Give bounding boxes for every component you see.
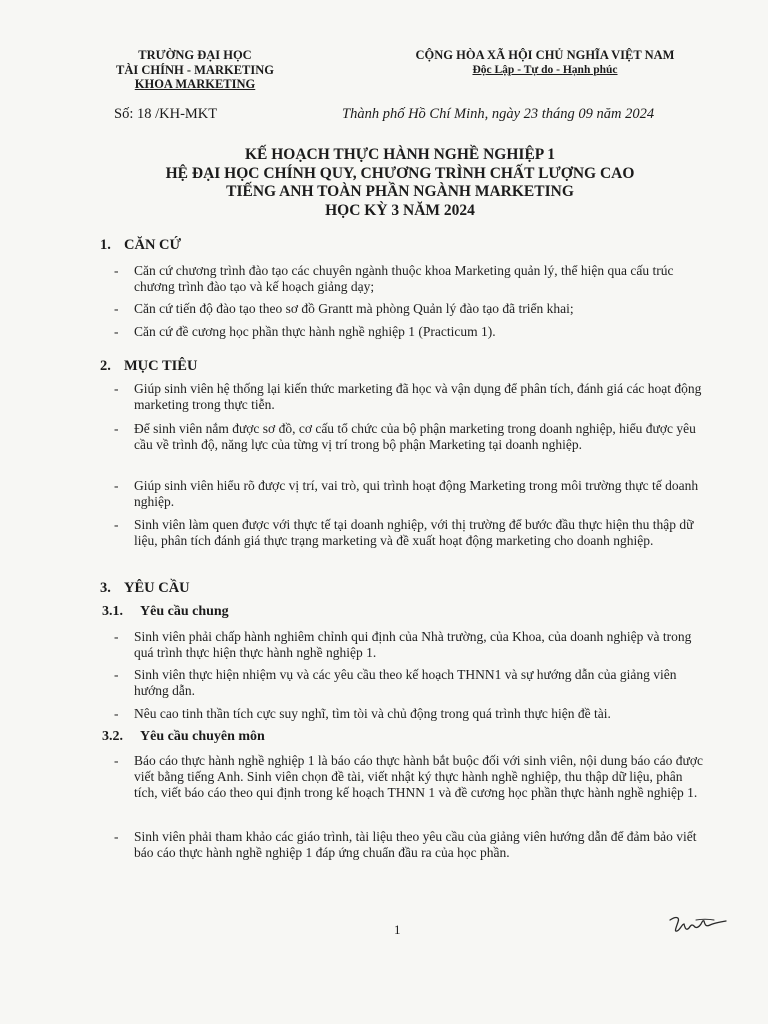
list-item (114, 629, 704, 661)
section-number: 1. (100, 237, 111, 253)
bullet-dash: - (114, 667, 119, 682)
list-item (114, 301, 704, 317)
date-line: Thành phố Hồ Chí Minh, ngày 23 tháng 09 năm 2024 (342, 106, 655, 122)
subsection-heading-3-2 (102, 729, 265, 745)
subsection-number: 3.2. (102, 729, 123, 744)
page-number: 1 (394, 922, 401, 937)
list-item (114, 381, 704, 413)
document-number: Số: 18 /KH-MKT (114, 106, 218, 122)
faculty-name: KHOA MARKETING (134, 77, 256, 91)
bullet-dash: - (114, 301, 119, 316)
national-header (400, 48, 690, 77)
list-item-text: Căn cứ chương trình đào tạo các chuyên ngành thuộc khoa Marketing quản lý, thể hiện qua cấu trúc chương trình đào tạo và kế hoạch giảng dạy; (134, 263, 674, 294)
signature-icon (668, 912, 728, 938)
bullet-dash: - (114, 517, 119, 532)
university-line-1: TRƯỜNG ĐẠI HỌC (138, 48, 252, 62)
bullet-dash: - (114, 753, 119, 768)
country-name: CỘNG HÒA XÃ HỘI CHỦ NGHĨA VIỆT NAM (415, 48, 675, 62)
bullet-dash: - (114, 381, 119, 396)
section-heading-1 (100, 237, 181, 254)
subsection-number: 3.1. (102, 604, 123, 619)
list-item-text: Giúp sinh viên hiểu rõ được vị trí, vai trò, qui trình hoạt động Marketing trong môi trường thực tế doanh nghiệp. (134, 478, 699, 509)
title-line-1: KẾ HOẠCH THỰC HÀNH NGHỀ NGHIỆP 1 (244, 146, 556, 163)
list-item (114, 706, 704, 722)
list-item (114, 667, 704, 699)
title-line-3: TIẾNG ANH TOÀN PHẦN NGÀNH MARKETING (226, 183, 574, 200)
bullet-dash: - (114, 421, 119, 436)
list-item-text: Để sinh viên nắm được sơ đồ, cơ cấu tổ chức của bộ phận marketing trong doanh nghiệp, hiểu được yêu cầu về trình độ, năng lực của từng vị trí trong bộ phận Marketing tại doanh nghiệp. (134, 421, 696, 452)
university-line-2: TÀI CHÍNH - MARKETING (116, 62, 274, 77)
section-heading-2 (100, 358, 197, 375)
list-item-text: Sinh viên phải tham khảo các giáo trình, tài liệu theo yêu cầu của giảng viên hướng dẫn để đảm bảo viết báo cáo thực hành nghề nghiệp 1 đáp ứng chuẩn đầu ra của học phần. (134, 829, 697, 860)
list-item-text: Sinh viên phải chấp hành nghiêm chỉnh qui định của Nhà trường, của Khoa, của doanh nghiệp và trong quá trình thực hiện thực hành nghề nghiệp 1. (134, 629, 692, 660)
list-item (114, 263, 704, 295)
subsection-title: Yêu cầu chuyên môn (140, 729, 265, 744)
list-item (114, 324, 704, 340)
section-title: CĂN CỨ (124, 237, 182, 253)
section-number: 3. (100, 580, 111, 596)
list-item-text: Nêu cao tinh thần tích cực suy nghĩ, tìm tòi và chủ động trong quá trình thực hiện đề tài. (134, 706, 611, 721)
section-title: YÊU CẦU (124, 580, 190, 596)
title-line-2: HỆ ĐẠI HỌC CHÍNH QUY, CHƯƠNG TRÌNH CHẤT LƯỢNG CAO (165, 164, 635, 182)
list-item-text: Giúp sinh viên hệ thống lại kiến thức marketing đã học và vận dụng để phân tích, đánh giá các hoạt động marketing trong thực tiễn. (134, 381, 702, 412)
list-item (114, 829, 704, 861)
list-item-text: Sinh viên thực hiện nhiệm vụ và các yêu cầu theo kế hoạch THNN1 và sự hướng dẫn của giảng viên hướng dẫn. (134, 667, 677, 698)
list-item-text: Căn cứ tiến độ đào tạo theo sơ đồ Grantt mà phòng Quản lý đào tạo đã triển khai; (134, 301, 574, 316)
bullet-dash: - (114, 829, 119, 844)
list-item-text: Báo cáo thực hành nghề nghiệp 1 là báo cáo thực hành bắt buộc đối với sinh viên, nội dung báo cáo được viết bằng tiếng Anh. Sinh viên chọn đề tài, viết nhật ký thực hành nghề nghiệp, thu thập dữ liệu, phân tích, viết báo cáo theo qui định trong kế hoạch THNN 1 và đề cương học phần thực hành nghề nghiệp 1. (134, 753, 703, 800)
bullet-dash: - (114, 324, 119, 339)
subsection-title: Yêu cầu chung (140, 604, 229, 619)
section-number: 2. (100, 358, 111, 374)
bullet-dash: - (114, 478, 119, 493)
list-item (114, 753, 704, 801)
list-item (114, 421, 704, 453)
list-item-text: Căn cứ đề cương học phần thực hành nghề nghiệp 1 (Practicum 1). (134, 324, 496, 339)
section-heading-3 (100, 580, 190, 597)
list-item-text: Sinh viên làm quen được với thực tế tại doanh nghiệp, với thị trường để bước đầu thực hiện thu thập dữ liệu, phân tích đánh giá thực trạng marketing và đề xuất hoạt động marketing cho doanh nghiệp. (134, 517, 694, 548)
bullet-dash: - (114, 263, 119, 278)
section-title: MỤC TIÊU (124, 358, 198, 374)
document-title (100, 146, 700, 220)
title-line-4: HỌC KỲ 3 NĂM 2024 (325, 201, 475, 219)
subsection-heading-3-1 (102, 604, 229, 620)
bullet-dash: - (114, 629, 119, 644)
list-item (114, 517, 704, 549)
institution-header (100, 48, 290, 92)
national-motto: Độc Lập - Tự do - Hạnh phúc (472, 63, 618, 76)
bullet-dash: - (114, 706, 119, 721)
list-item (114, 478, 704, 510)
